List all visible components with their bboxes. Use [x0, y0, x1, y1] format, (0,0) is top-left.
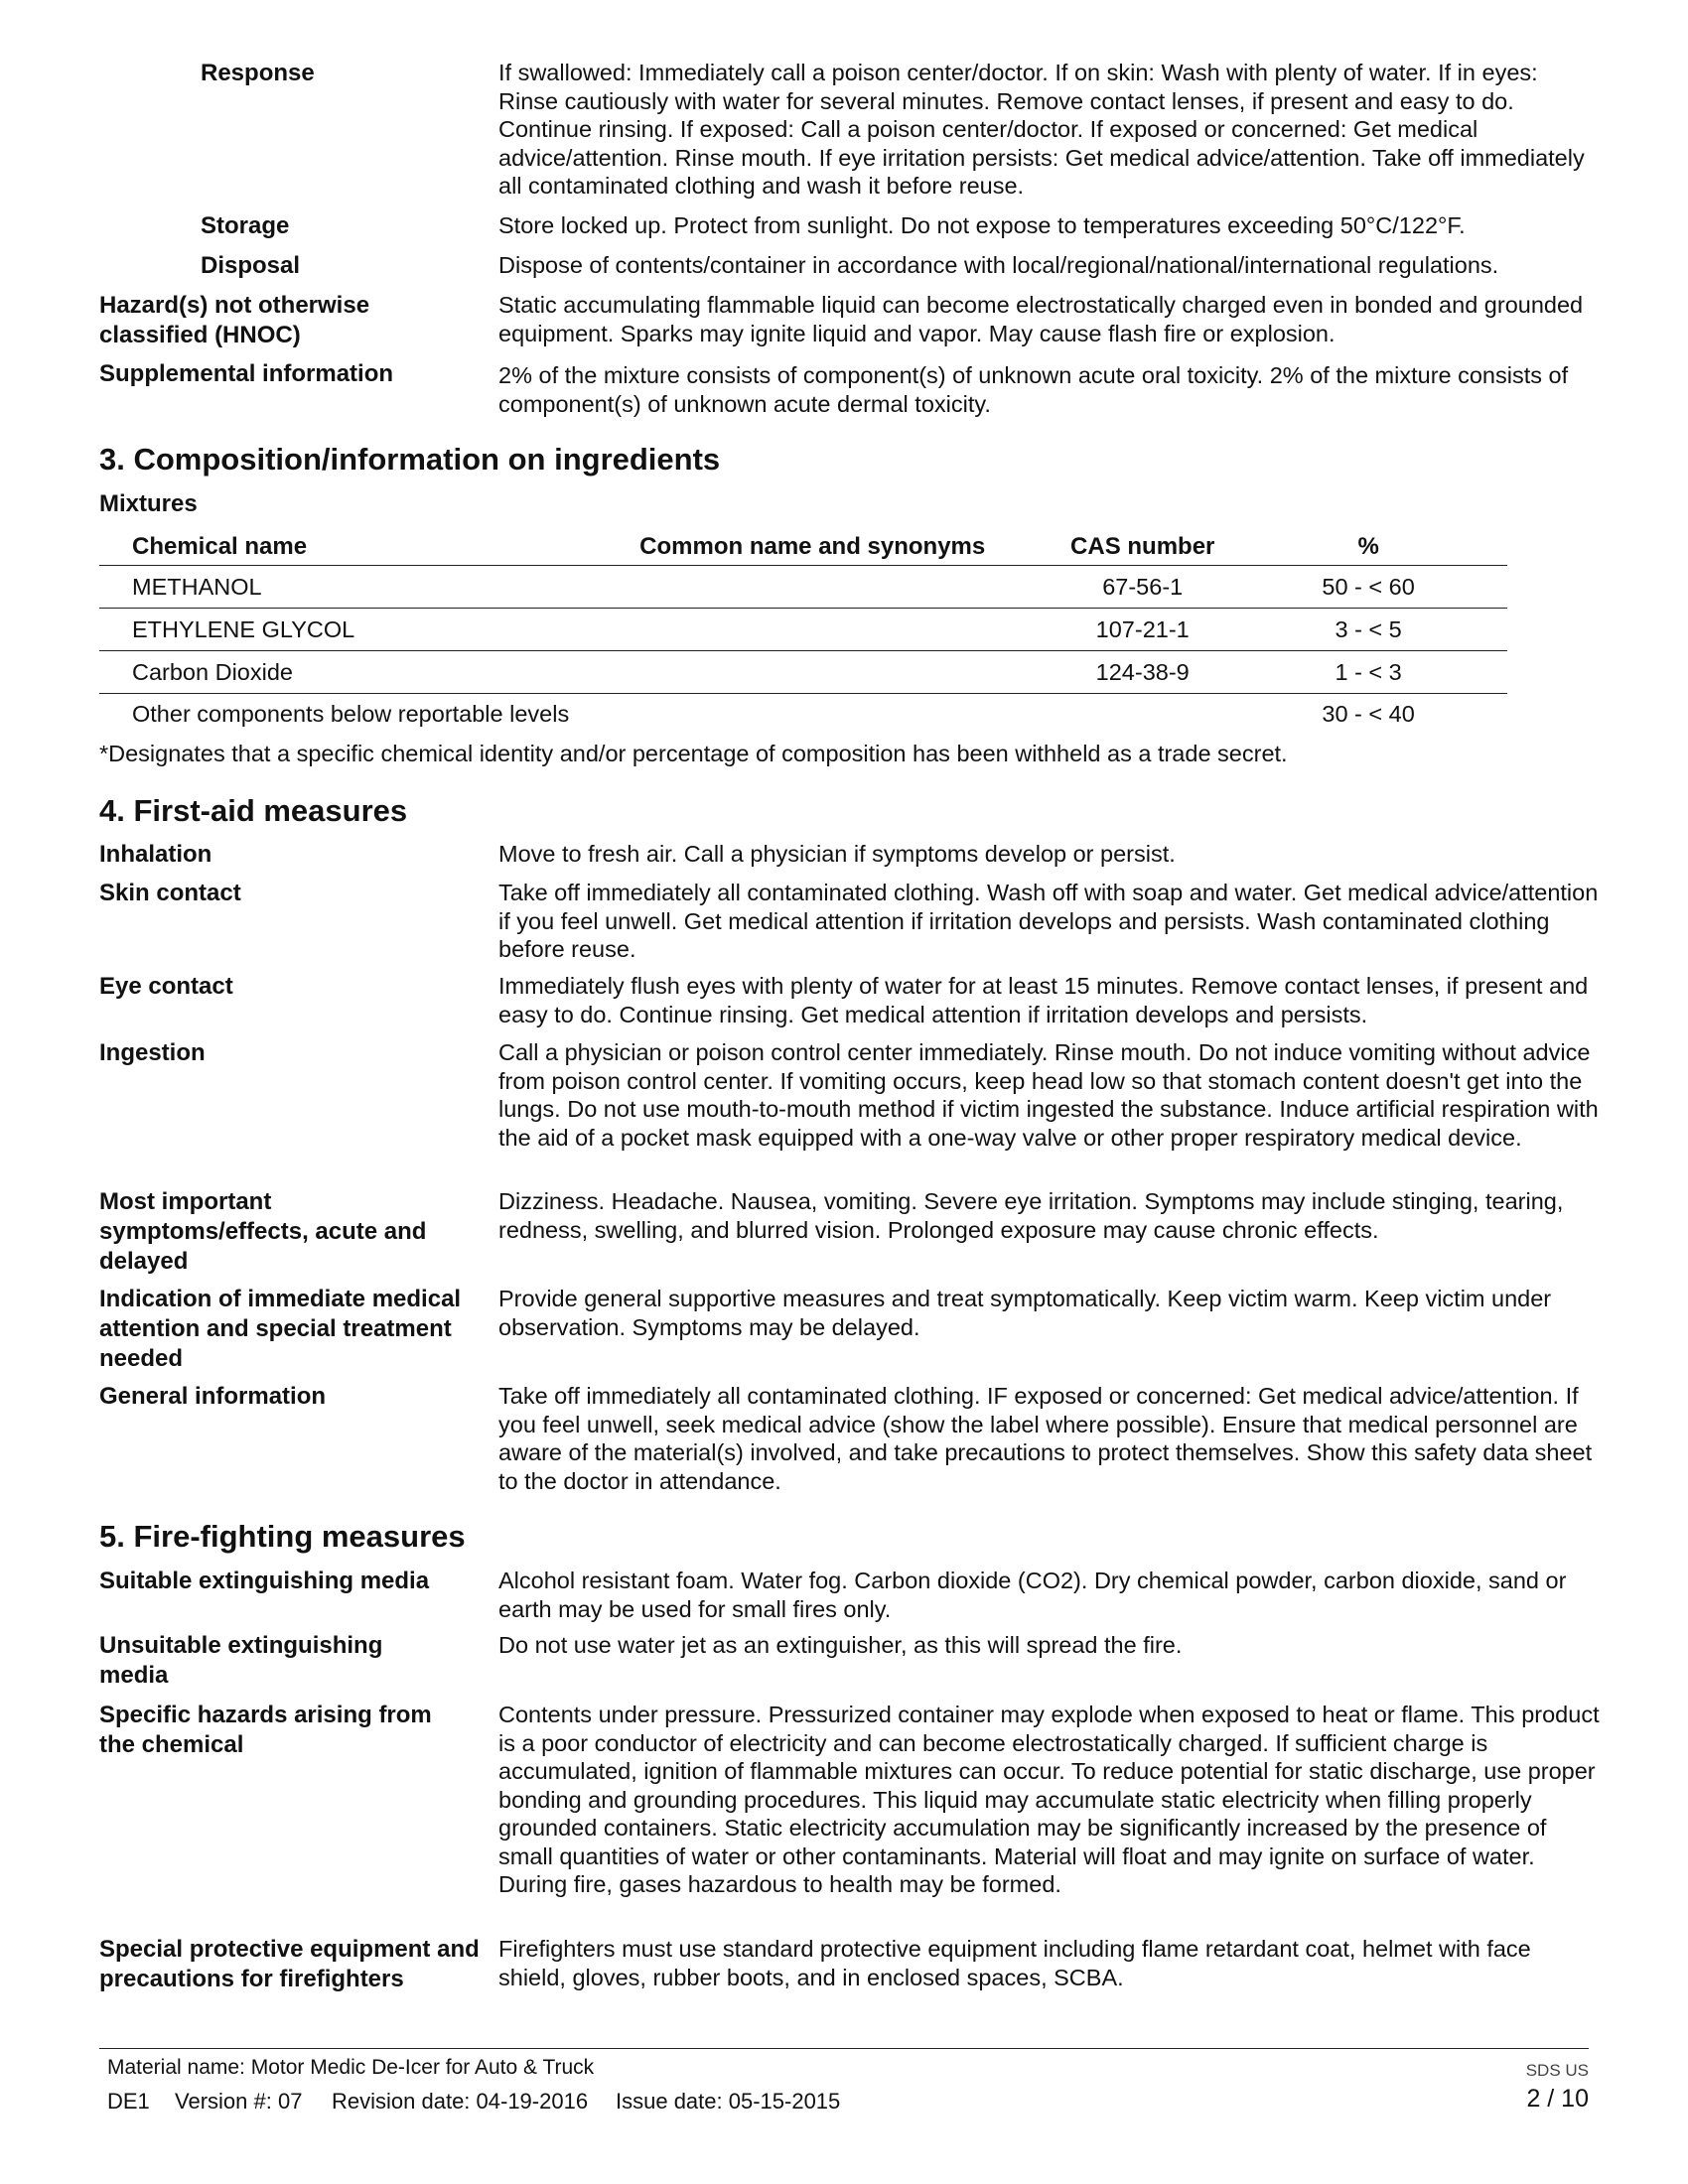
section-5-title: 5. Fire-fighting measures	[99, 1519, 466, 1554]
supplemental-label: Supplemental information	[99, 360, 394, 387]
general-information-value: Take off immediately all contaminated clothing. IF exposed or concerned: Get medical advice/attention. If you feel unwell, seek medical advice (show the label where possible). Ensure that medical personnel are aware of the material(s) involved, and take precautions to protect themselves. Show this safety data sheet to the doctor in attendance.	[498, 1383, 1593, 1494]
storage-value: Store locked up. Protect from sunlight. Do not expose to temperatures exceeding 50°C/122°F.	[498, 212, 1466, 238]
unsuitable-media-value: Do not use water jet as an extinguisher, as this will spread the fire.	[498, 1632, 1183, 1658]
hnoc-label: Hazard(s) not otherwise classified (HNOC)	[99, 292, 370, 348]
col-percent: %	[1229, 529, 1507, 566]
percent-cell: 1 - < 3	[1229, 651, 1507, 694]
hnoc-value: Static accumulating flammable liquid can become electrostatically charged even in bonded and grounded equipment. Sparks may ignite liquid and vapor. May cause flash fire or explosion.	[498, 292, 1584, 346]
supplemental-value: 2% of the mixture consists of component(s) of unknown acute oral toxicity. 2% of the mixture consists of component(s) of unknown acute dermal toxicity.	[498, 362, 1569, 417]
inhalation-value: Move to fresh air. Call a physician if symptoms develop or persist.	[498, 841, 1176, 867]
disposal-label: Disposal	[201, 252, 301, 279]
cas-number-cell: 107-21-1	[1055, 609, 1229, 651]
footer-code: DE1	[107, 2089, 150, 2114]
suitable-media-label: Suitable extinguishing media	[99, 1568, 430, 1594]
section-4-title: 4. First-aid measures	[99, 793, 408, 828]
common-name-cell	[569, 566, 1055, 609]
footer-sds-label: SDS US	[1525, 2061, 1589, 2080]
footer-divider	[99, 2048, 1589, 2049]
chemical-name-cell: Other components below reportable levels	[132, 700, 570, 727]
table-row	[99, 651, 1507, 694]
percent-cell: 50 - < 60	[1229, 566, 1507, 609]
suitable-media-value: Alcohol resistant foam. Water fog. Carbon dioxide (CO2). Dry chemical powder, carbon dioxide, sand or earth may be used for small fires only.	[498, 1568, 1567, 1622]
common-name-cell	[569, 694, 1055, 735]
unsuitable-media-label: Unsuitable extinguishing media	[99, 1632, 383, 1689]
common-name-cell	[569, 651, 1055, 694]
table-header-row	[99, 529, 1507, 566]
response-label: Response	[201, 60, 315, 86]
trade-secret-footnote: *Designates that a specific chemical identity and/or percentage of composition has been withheld as a trade secret.	[99, 741, 1288, 766]
composition-table	[99, 529, 1507, 734]
percent-cell: 30 - < 40	[1322, 700, 1415, 727]
immediate-attention-value: Provide general supportive measures and treat symptomatically. Keep victim warm. Keep victim under observation. Symptoms may be delayed.	[498, 1286, 1552, 1340]
chemical-name-cell: Carbon Dioxide	[99, 651, 569, 694]
skin-contact-value: Take off immediately all contaminated clothing. Wash off with soap and water. Get medical advice/attention if you feel unwell. Get medical attention if irritation develops and persists. Wash contaminated clothing before reuse.	[498, 880, 1599, 962]
footer-revision-date: Revision date: 04-19-2016	[332, 2089, 589, 2114]
cas-number-cell	[1055, 694, 1229, 735]
eye-contact-label: Eye contact	[99, 973, 233, 1000]
mixtures-label: Mixtures	[99, 490, 198, 517]
disposal-value: Dispose of contents/container in accordance with local/regional/national/international regulations.	[498, 252, 1499, 278]
section-3-title: 3. Composition/information on ingredients	[99, 442, 721, 477]
chemical-name-cell: ETHYLENE GLYCOL	[99, 609, 569, 651]
table-row	[99, 609, 1507, 651]
table-row	[99, 694, 1507, 735]
symptoms-value: Dizziness. Headache. Nausea, vomiting. Severe eye irritation. Symptoms may include stinging, tearing, redness, swelling, and blurred vision. Prolonged exposure may cause chronic effects.	[498, 1188, 1564, 1243]
chemical-name-cell: METHANOL	[99, 566, 569, 609]
percent-cell: 3 - < 5	[1229, 609, 1507, 651]
general-information-label: General information	[99, 1383, 327, 1410]
firefighter-equipment-value: Firefighters must use standard protective equipment including flame retardant coat, helmet with face shield, gloves, rubber boots, and in enclosed spaces, SCBA.	[498, 1936, 1531, 1990]
col-chemical-name: Chemical name	[99, 529, 569, 566]
storage-label: Storage	[201, 212, 290, 239]
col-common-name: Common name and synonyms	[569, 529, 1055, 566]
col-cas-number: CAS number	[1055, 529, 1229, 566]
cas-number-cell: 124-38-9	[1055, 651, 1229, 694]
inhalation-label: Inhalation	[99, 841, 212, 868]
immediate-attention-label: Indication of immediate medical attention and special treatment needed	[99, 1286, 462, 1372]
firefighter-equipment-label: Special protective equipment and precautions for firefighters	[99, 1936, 480, 1992]
specific-hazards-value: Contents under pressure. Pressurized container may explode when exposed to heat or flame. This product is a poor conductor of electricity and can become electrostatically charged. If sufficient charge is accumulated, ignition of flammable mixtures can occur. To reduce potential for static discharge, use proper bonding and grounding procedures. This liquid may accumulate static electricity when filling properly grounded containers. Static electricity accumulation may be significantly increased by the presence of small quantities of water or other contaminants. Material will float and may ignite on surface of water. During fire, gases hazardous to health may be formed.	[498, 1702, 1600, 1897]
footer-page-number: 2 / 10	[1526, 2085, 1589, 2113]
ingestion-value: Call a physician or poison control center immediately. Rinse mouth. Do not induce vomiting without advice from poison control center. If vomiting occurs, keep head low so that stomach content doesn't get into the lungs. Do not use mouth-to-mouth method if victim ingested the substance. Induce artificial respiration with the aid of a pocket mask equipped with a one-way valve or other proper respiratory medical device.	[498, 1039, 1599, 1151]
table-row	[99, 566, 1507, 609]
footer-material-name: Material name: Motor Medic De-Icer for Auto & Truck	[107, 2056, 595, 2079]
ingestion-label: Ingestion	[99, 1039, 206, 1066]
specific-hazards-label: Specific hazards arising from the chemical	[99, 1702, 432, 1758]
eye-contact-value: Immediately flush eyes with plenty of water for at least 15 minutes. Remove contact lenses, if present and easy to do. Continue rinsing. Get medical attention if irritation develops and persists.	[498, 973, 1589, 1027]
cas-number-cell: 67-56-1	[1055, 566, 1229, 609]
footer-issue-date: Issue date: 05-15-2015	[616, 2089, 841, 2114]
response-value: If swallowed: Immediately call a poison center/doctor. If on skin: Wash with plenty of water. If in eyes: Rinse cautiously with water for several minutes. Remove contact lenses, if present and easy to do. Continue rinsing. If exposed: Call a poison center/doctor. If exposed or concerned: Get medical advice/attention. Rinse mouth. If eye irritation persists: Get medical advice/attention. Take off immediately all contaminated clothing and wash it before reuse.	[498, 60, 1585, 199]
common-name-cell	[569, 609, 1055, 651]
symptoms-label: Most important symptoms/effects, acute and delayed	[99, 1188, 427, 1275]
footer-version: Version #: 07	[175, 2089, 303, 2114]
skin-contact-label: Skin contact	[99, 880, 241, 906]
